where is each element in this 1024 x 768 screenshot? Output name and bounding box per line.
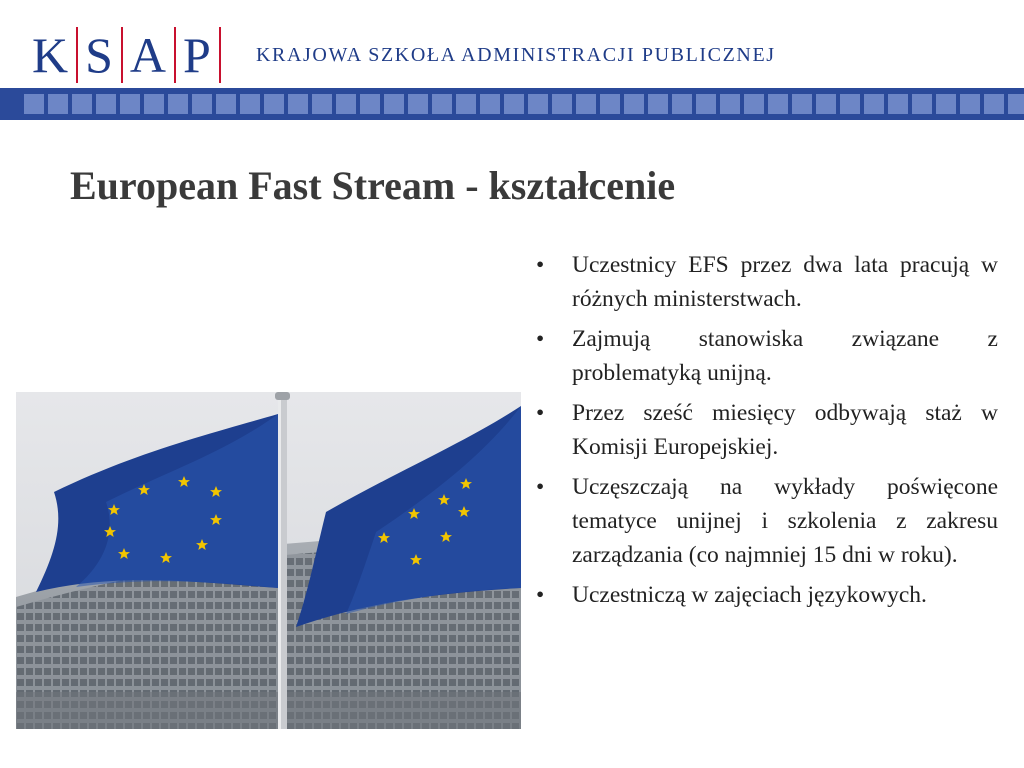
- band-tile: [840, 94, 860, 114]
- band-tile: [48, 94, 68, 114]
- band-tile: [792, 94, 812, 114]
- eu-flags-illustration: [16, 392, 521, 729]
- band-tile: [360, 94, 380, 114]
- header-band: [0, 88, 1024, 120]
- band-tile: [120, 94, 140, 114]
- organization-name: KRAJOWA SZKOŁA ADMINISTRACJI PUBLICZNEJ: [256, 44, 776, 66]
- band-tile: [960, 94, 980, 114]
- band-tile: [528, 94, 548, 114]
- band-tile: [1008, 94, 1024, 114]
- band-tile: [384, 94, 404, 114]
- bullet-dot: •: [536, 474, 545, 500]
- ksap-logo: [28, 26, 224, 84]
- band-tile: [696, 94, 716, 114]
- band-tile: [624, 94, 644, 114]
- band-tiles: [24, 94, 1024, 114]
- list-item: [536, 578, 998, 612]
- band-tile: [672, 94, 692, 114]
- band-tile: [288, 94, 308, 114]
- logo-separator: [219, 27, 221, 83]
- bullet-list: [536, 248, 998, 618]
- band-tile: [768, 94, 788, 114]
- band-tile: [648, 94, 668, 114]
- bullet-dot: •: [536, 252, 545, 278]
- band-tile: [96, 94, 116, 114]
- band-tile: [816, 94, 836, 114]
- list-item: [536, 248, 998, 316]
- bullet-dot: •: [536, 400, 545, 426]
- logo-separator: [174, 27, 176, 83]
- list-item: [536, 396, 998, 464]
- list-item: [536, 470, 998, 572]
- bullet-text: Uczestniczą w zajęciach językowych.: [572, 582, 927, 608]
- band-tile: [600, 94, 620, 114]
- band-tile: [72, 94, 92, 114]
- logo-separator: [121, 27, 123, 83]
- bullet-dot: •: [536, 326, 545, 352]
- band-tile: [240, 94, 260, 114]
- logo-letter-s: S: [85, 27, 114, 83]
- band-tile: [312, 94, 332, 114]
- logo-letter-k: K: [32, 27, 70, 83]
- band-tile: [720, 94, 740, 114]
- band-tile: [216, 94, 236, 114]
- bullet-text: Uczestnicy EFS przez dwa lata pracują w różnych ministerstwach.: [572, 252, 998, 312]
- band-tile: [264, 94, 284, 114]
- bullet-text: Przez sześć miesięcy odbywają staż w Komisji Europejskiej.: [572, 400, 998, 460]
- band-tile: [984, 94, 1004, 114]
- band-tile: [744, 94, 764, 114]
- band-tile: [456, 94, 476, 114]
- band-tile: [888, 94, 908, 114]
- band-tile: [936, 94, 956, 114]
- band-tile: [552, 94, 572, 114]
- band-tile: [432, 94, 452, 114]
- list-item: [536, 322, 998, 390]
- slide-title: European Fast Stream - kształcenie: [70, 163, 676, 208]
- bullet-text: Zajmują stanowiska związane z problematyką unijną.: [572, 326, 998, 386]
- logo-letter-a: A: [129, 27, 168, 83]
- band-tile: [408, 94, 428, 114]
- band-tile: [480, 94, 500, 114]
- logo-separator: [76, 27, 78, 83]
- band-tile: [504, 94, 524, 114]
- band-tile: [144, 94, 164, 114]
- band-tile: [24, 94, 44, 114]
- eu-flags-photo: [16, 392, 521, 729]
- bullet-dot: •: [536, 582, 545, 608]
- band-tile: [576, 94, 596, 114]
- logo-letter-p: P: [183, 27, 212, 83]
- band-tile: [336, 94, 356, 114]
- bullet-text: Uczęszczają na wykłady poświęcone tematyce unijnej i szkolenia z zakresu zarządzania (co najmniej 15 dni w roku).: [572, 474, 998, 568]
- band-tile: [912, 94, 932, 114]
- band-tile: [168, 94, 188, 114]
- band-tile: [192, 94, 212, 114]
- band-tile: [864, 94, 884, 114]
